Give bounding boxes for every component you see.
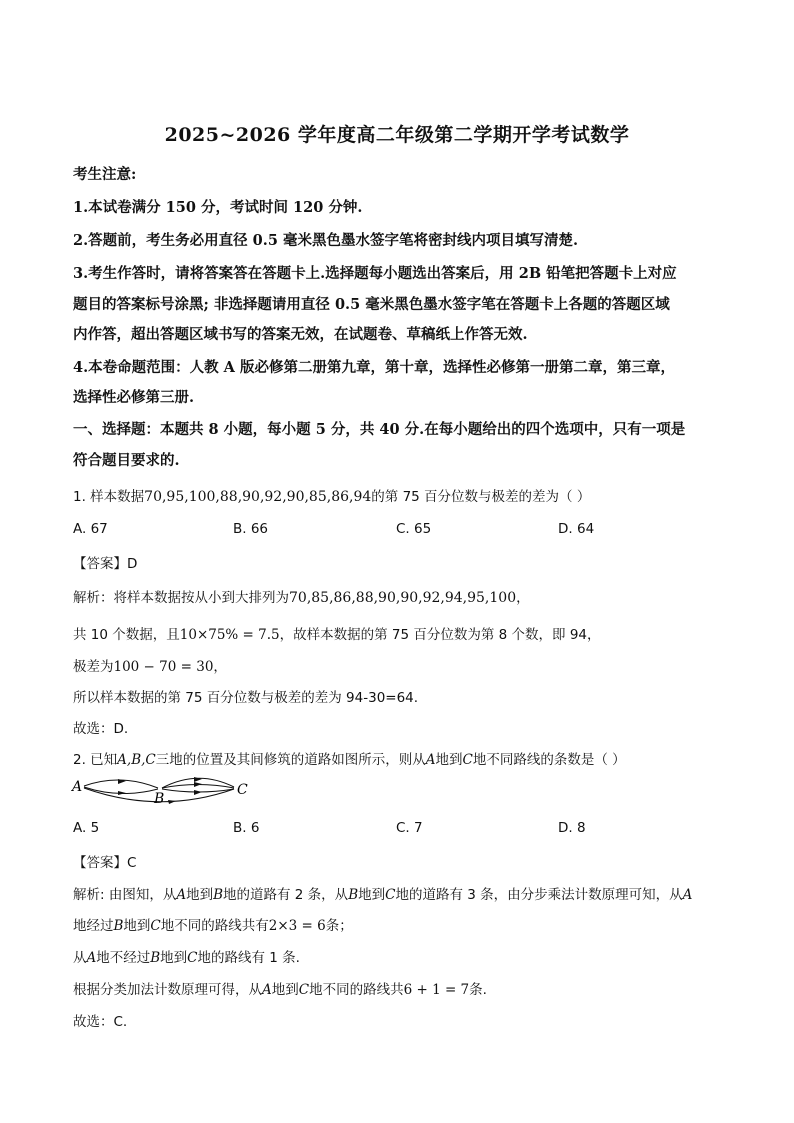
- section-heading: 一、选择题：本题共 8 小题，每小题 5 分，共 40 分.在每小题给出的四个选项中，只有一项是: [73, 421, 686, 438]
- q1-solution-line-1: 解析：将样本数据按从小到大排列为70,85,86,88,90,90,92,94,95,100，: [73, 590, 530, 606]
- arrow-a-c: [168, 800, 176, 804]
- q2-option-b: B. 6: [233, 820, 260, 836]
- label-b: B: [154, 791, 165, 805]
- q1-solution-line-2: 共 10 个数据，且10×75% = 7.5，故样本数据的第 75 百分位数为第 8 个数，即 94，: [73, 627, 601, 643]
- label-c: C: [237, 782, 248, 798]
- notice-item-1: 1.本试卷满分 150 分，考试时间 120 分钟.: [73, 199, 363, 216]
- arrow-a-b-lower: [118, 791, 126, 795]
- q1-option-a: A. 67: [73, 521, 108, 537]
- q2-option-a: A. 5: [73, 820, 100, 836]
- label-a: A: [72, 779, 83, 795]
- q2-solution-line-5: 故选：C.: [73, 1014, 128, 1030]
- notice-item-3b: 题目的答案标号涂黑; 非选择题请用直径 0.5 毫米黑色墨水签字笔在答题卡上各题的答题区域: [73, 296, 670, 313]
- notice-item-3c: 内作答，超出答题区域书写的答案无效，在试题卷、草稿纸上作答无效.: [73, 326, 528, 343]
- q1-solution-line-4: 所以样本数据的第 75 百分位数与极差的差为 94-30=64.: [73, 690, 419, 706]
- q2-solution-line-1: 解析: 由图知，从A地到B地的道路有 2 条，从B地到C地的道路有 3 条，由分步乘法计数原理可知，从A: [73, 887, 693, 903]
- notice-item-3a: 3.考生作答时，请将答案答在答题卡上.选择题每小题选出答案后，用 2B 铅笔把答题卡上对应: [73, 265, 677, 282]
- question-2-stem: 2. 已知A,B,C三地的位置及其间修筑的道路如图所示，则从A地到C地不同路线的条数是（ ）: [73, 752, 626, 768]
- exam-title: 2025~2026 学年度高二年级第二学期开学考试数学: [164, 124, 630, 146]
- q1-solution-line-5: 故选：D.: [73, 721, 129, 737]
- q2-answer: 【答案】C: [73, 855, 137, 871]
- q1-answer: 【答案】D: [73, 556, 138, 572]
- q1-option-b: B. 66: [233, 521, 269, 537]
- q2-solution-line-2: 地经过B地到C地不同的路线共有2×3 = 6条；: [73, 918, 353, 934]
- q2-solution-line-4: 根据分类加法计数原理可得，从A地到C地不同的路线共6 + 1 = 7条.: [73, 982, 487, 998]
- q1-data: 70,95,100,88,90,92,90,85,86,94: [144, 489, 372, 505]
- q1-option-d: D. 64: [558, 521, 595, 537]
- question-1-stem: 1. 样本数据70,95,100,88,90,92,90,85,86,94的第 75 百分位数与极差的差为（ ）: [73, 489, 591, 505]
- q2-solution-line-3: 从A地不经过B地到C地的路线有 1 条.: [73, 950, 300, 966]
- arrow-b-c-low: [194, 790, 202, 795]
- q1-solution-line-3: 极差为100 − 70 = 30，: [73, 659, 227, 675]
- road-diagram: [70, 775, 260, 805]
- q1-option-c: C. 65: [396, 521, 432, 537]
- notice-item-4a: 4.本卷命题范围：人教 A 版必修第二册第九章，第十章，选择性必修第一册第二章，第三章，: [73, 359, 675, 376]
- notice-item-4b: 选择性必修第三册.: [73, 389, 195, 406]
- q2-option-c: C. 7: [396, 820, 423, 836]
- section-heading-cont: 符合题目要求的.: [73, 452, 180, 469]
- q2-option-d: D. 8: [558, 820, 586, 836]
- notice-item-2: 2.答题前，考生务必用直径 0.5 毫米黑色墨水签字笔将密封线内项目填写清楚.: [73, 232, 579, 249]
- notice-heading: 考生注意:: [73, 166, 137, 183]
